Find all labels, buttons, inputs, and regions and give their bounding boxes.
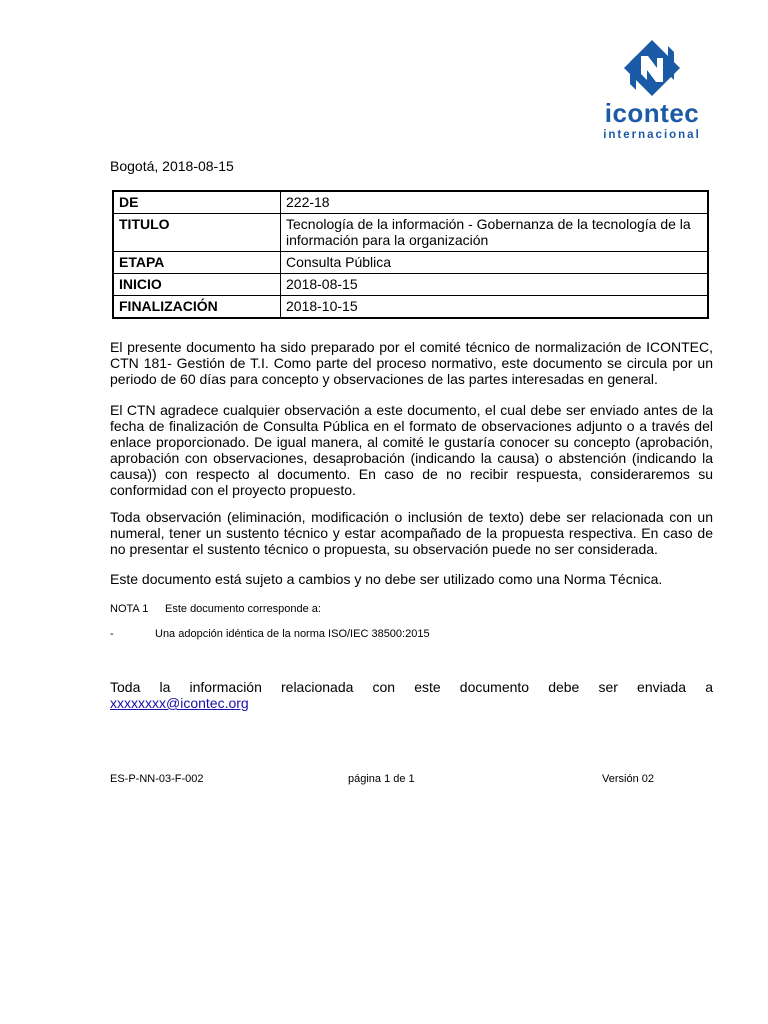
row-value: 2018-08-15 <box>281 274 709 296</box>
paragraph-observations: El CTN agradece cualquier observación a este documento, el cual debe ser enviado antes de la fecha de finalización de Consulta Pública en el formato de observaciones adjunto o a través del enlace proporcionado. De igual manera, al comité le gustaría conocer su concepto (aprobación, aprobación con observaciones, desaprobación (indicando la causa) o abstención (indicando la causa)) con respecto al documento. En caso de no recibir respuesta, consideraremos su conformidad con el proyecto propuesto. <box>110 402 713 498</box>
contact-block <box>110 679 713 711</box>
paragraph-disclaimer: Este documento está sujeto a cambios y no debe ser utilizado como una Norma Técnica. <box>110 571 663 587</box>
note-text: Este documento corresponde a: <box>165 603 321 615</box>
row-key: FINALIZACIÓN <box>113 296 281 319</box>
row-value: 2018-10-15 <box>281 296 709 319</box>
row-key: TITULO <box>113 214 281 252</box>
note-label: NOTA 1 <box>110 603 149 615</box>
icontec-logo <box>596 38 708 144</box>
table-row <box>113 296 708 319</box>
footer-page: página 1 de 1 <box>348 773 415 785</box>
table-row <box>113 252 708 274</box>
contact-text: Toda la información relacionada con este documento debe ser enviada a <box>110 679 713 695</box>
document-info-table <box>112 190 709 319</box>
paragraph-intro: El presente documento ha sido preparado por el comité técnico de normalización de ICONTEC, CTN 181- Gestión de T.I. Como parte del proceso normativo, este documento se circula por un periodo de 60 días para concepto y observaciones de las partes interesadas en general. <box>110 339 713 387</box>
table-row <box>113 214 708 252</box>
row-value: 222-18 <box>281 191 709 214</box>
logo-subtitle: internacional <box>603 129 701 141</box>
logo-wordmark: icontec <box>604 98 700 128</box>
table-row <box>113 191 708 214</box>
note-bullet: - <box>110 628 114 640</box>
row-key: ETAPA <box>113 252 281 274</box>
row-value: Consulta Pública <box>281 252 709 274</box>
note-item: Una adopción idéntica de la norma ISO/IEC 38500:2015 <box>155 628 430 640</box>
row-value: Tecnología de la información - Gobernanza de la tecnología de la información para la organización <box>281 214 709 252</box>
footer-version: Versión 02 <box>602 773 654 785</box>
paragraph-requirements: Toda observación (eliminación, modificación o inclusión de texto) debe ser relacionada con un numeral, tener un sustento técnico y estar acompañado de la propuesta respectiva. En caso de no presentar el sustento técnico o propuesta, su observación puede no ser considerada. <box>110 509 713 557</box>
row-key: INICIO <box>113 274 281 296</box>
contact-email-link[interactable]: xxxxxxxx@icontec.org <box>110 695 249 711</box>
icontec-n-mark-icon <box>596 38 708 98</box>
row-key: DE <box>113 191 281 214</box>
date-line: Bogotá, 2018-08-15 <box>110 158 234 174</box>
footer-code: ES-P-NN-03-F-002 <box>110 773 204 785</box>
table-row <box>113 274 708 296</box>
